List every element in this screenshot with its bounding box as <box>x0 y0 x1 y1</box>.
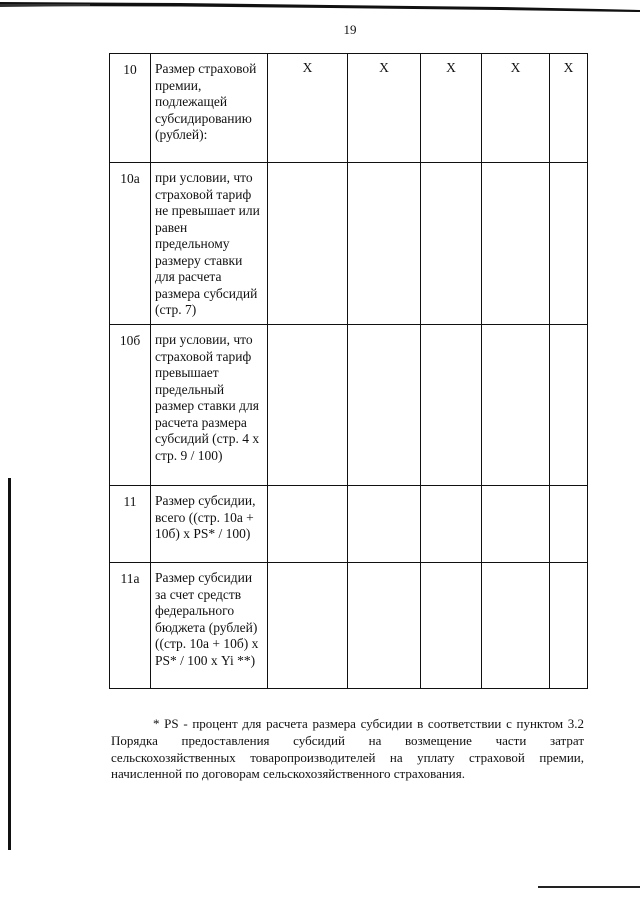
table-cell <box>550 325 588 486</box>
row-number: 11а <box>110 563 151 689</box>
table-cell <box>482 325 550 486</box>
scan-edge-bar <box>0 0 640 14</box>
table-cell: X <box>550 54 588 163</box>
table-row <box>110 163 588 325</box>
table-cell <box>268 486 348 563</box>
page-number: 19 <box>343 22 357 37</box>
table-cell <box>348 563 421 689</box>
row-number: 10а <box>110 163 151 325</box>
table-row <box>110 486 588 563</box>
row-number: 10 <box>110 54 151 163</box>
table-cell <box>268 563 348 689</box>
table-cell <box>421 563 482 689</box>
table-cell <box>421 486 482 563</box>
footnote: * PS - процент для расчета размера субсидии в соответствии с пунктом 3.2 Порядка предоставления субсидий на возмещение части затрат сельскохозяйственных товаропроизводителей на уплату страховой премии, начисленной по договорам сельскохозяйственного страхования. <box>111 716 584 782</box>
table-cell <box>550 163 588 325</box>
table-cell <box>268 163 348 325</box>
table-cell: X <box>348 54 421 163</box>
table-cell: X <box>482 54 550 163</box>
table-cell <box>348 325 421 486</box>
table-cell: X <box>421 54 482 163</box>
table-row <box>110 325 588 486</box>
table-cell <box>550 486 588 563</box>
scan-edge-mark <box>8 478 11 850</box>
table-cell <box>268 325 348 486</box>
table-row <box>110 563 588 689</box>
table-row <box>110 54 588 163</box>
subsidy-table <box>109 53 588 689</box>
row-label: при условии, что страховой тариф превышает предельный размер ставки для расчета размера субсидий (стр. 4 х стр. 9 / 100) <box>151 325 268 486</box>
table-cell <box>482 563 550 689</box>
table-cell <box>348 486 421 563</box>
table-cell <box>550 563 588 689</box>
row-label: Размер субсидии за счет средств федерального бюджета (рублей) ((стр. 10а + 10б) х PS* / 100 х Yi **) <box>151 563 268 689</box>
table-cell <box>421 325 482 486</box>
row-label: Размер страховой премии, подлежащей субсидированию (рублей): <box>151 54 268 163</box>
table-cell <box>482 486 550 563</box>
row-number: 11 <box>110 486 151 563</box>
table-cell: X <box>268 54 348 163</box>
table-cell <box>348 163 421 325</box>
scan-bottom-line <box>538 886 640 888</box>
table-cell <box>482 163 550 325</box>
row-number: 10б <box>110 325 151 486</box>
row-label: при условии, что страховой тариф не превышает или равен предельному размеру ставки для расчета размера субсидий (стр. 7) <box>151 163 268 325</box>
table-cell <box>421 163 482 325</box>
row-label: Размер субсидии, всего ((стр. 10а + 10б) x PS* / 100) <box>151 486 268 563</box>
